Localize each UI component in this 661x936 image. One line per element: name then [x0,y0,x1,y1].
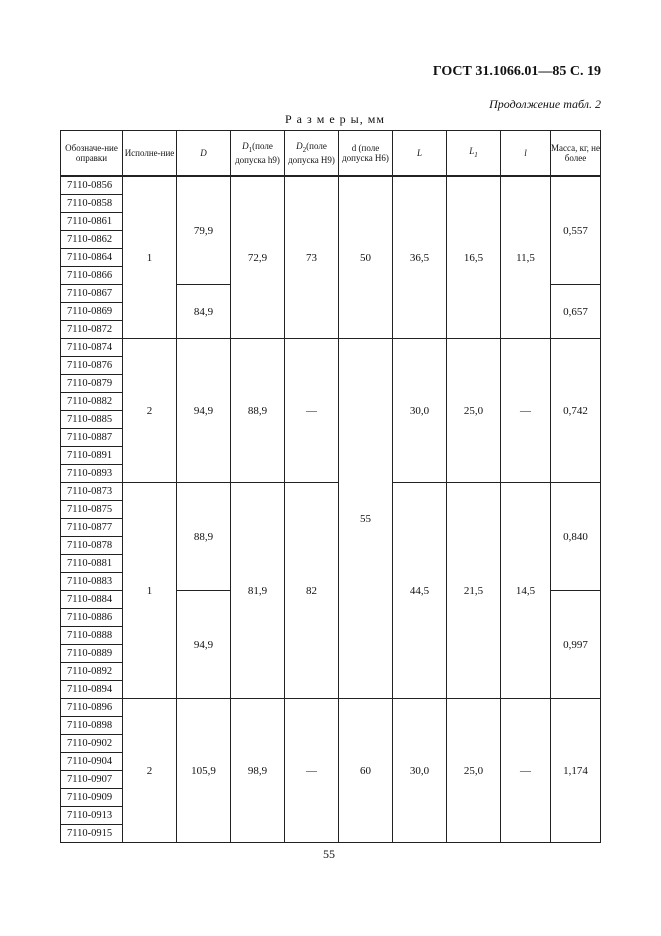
value-cell: 94,9 [177,339,231,483]
designation-cell: 7110-0904 [61,753,123,771]
value-cell: 72,9 [231,177,285,339]
designation-cell: 7110-0892 [61,663,123,681]
designation-cell: 7110-0884 [61,591,123,609]
value-cell: 82 [285,483,339,699]
value-cell: 0,840 [551,483,601,591]
designation-cell: 7110-0876 [61,357,123,375]
designation-cell: 7110-0874 [61,339,123,357]
value-cell: 105,9 [177,699,231,843]
designation-cell: 7110-0879 [61,375,123,393]
value-cell: 88,9 [231,339,285,483]
table-row [61,483,601,501]
designation-cell: 7110-0893 [61,465,123,483]
table-continuation-note: Продолжение табл. 2 [489,97,601,111]
value-cell: 1,174 [551,699,601,843]
value-cell: 11,5 [501,177,551,339]
value-cell: 0,997 [551,591,601,699]
designation-cell: 7110-0891 [61,447,123,465]
units-caption: Р а з м е р ы, мм [285,112,385,126]
designation-cell: 7110-0864 [61,249,123,267]
designation-cell: 7110-0907 [61,771,123,789]
designation-cell: 7110-0887 [61,429,123,447]
value-cell: 25,0 [447,339,501,483]
col-L: L [393,131,447,176]
col-D2: $D_2(поле$ допуска H9) [285,131,339,176]
designation-cell: 7110-0913 [61,807,123,825]
value-cell: 36,5 [393,177,447,339]
value-cell: 79,9 [177,177,231,285]
value-cell: — [285,339,339,483]
col-l: l [501,131,551,176]
value-cell: — [501,339,551,483]
designation-cell: 7110-0898 [61,717,123,735]
designation-cell: 7110-0875 [61,501,123,519]
value-cell: 21,5 [447,483,501,699]
value-cell: 16,5 [447,177,501,339]
value-cell: 50 [339,177,393,339]
designation-cell: 7110-0883 [61,573,123,591]
value-cell: 98,9 [231,699,285,843]
dimensions-table [60,130,601,843]
page-number: 55 [323,847,335,861]
value-cell: — [285,699,339,843]
table-row [61,177,601,195]
designation-cell: 7110-0856 [61,177,123,195]
value-cell: 30,0 [393,339,447,483]
document-header: ГОСТ 31.1066.01—85 С. 19 [432,64,601,79]
value-cell: 0,557 [551,177,601,285]
designation-cell: 7110-0862 [61,231,123,249]
value-cell: 0,657 [551,285,601,339]
value-cell: 84,9 [177,285,231,339]
value-cell: 1 [123,483,177,699]
designation-cell: 7110-0896 [61,699,123,717]
designation-cell: 7110-0869 [61,303,123,321]
value-cell: 73 [285,177,339,339]
col-D1: $D_1(поле$ допуска h9) [231,131,285,176]
value-cell: 94,9 [177,591,231,699]
value-cell: 88,9 [177,483,231,591]
value-cell: 55 [339,339,393,699]
designation-cell: 7110-0858 [61,195,123,213]
col-designation: Обозначе-ние оправки [61,131,123,176]
designation-cell: 7110-0885 [61,411,123,429]
col-L1: $L_1$ [447,131,501,176]
designation-cell: 7110-0861 [61,213,123,231]
col-d: d (поле допуска H6) [339,131,393,176]
value-cell: 1 [123,177,177,339]
designation-cell: 7110-0909 [61,789,123,807]
value-cell: 2 [123,699,177,843]
value-cell: 25,0 [447,699,501,843]
header-row [61,131,601,176]
designation-cell: 7110-0889 [61,645,123,663]
designation-cell: 7110-0915 [61,825,123,843]
designation-cell: 7110-0872 [61,321,123,339]
designation-cell: 7110-0877 [61,519,123,537]
table-row [61,699,601,717]
value-cell: 44,5 [393,483,447,699]
designation-cell: 7110-0881 [61,555,123,573]
value-cell: 81,9 [231,483,285,699]
designation-cell: 7110-0888 [61,627,123,645]
designation-cell: 7110-0867 [61,285,123,303]
value-cell: 30,0 [393,699,447,843]
designation-cell: 7110-0902 [61,735,123,753]
designation-cell: 7110-0894 [61,681,123,699]
table-row [61,339,601,357]
col-version: Исполне-ние [123,131,177,176]
value-cell: 60 [339,699,393,843]
col-D: D [177,131,231,176]
designation-cell: 7110-0878 [61,537,123,555]
designation-cell: 7110-0882 [61,393,123,411]
value-cell: 14,5 [501,483,551,699]
designation-cell: 7110-0873 [61,483,123,501]
designation-cell: 7110-0886 [61,609,123,627]
value-cell: 0,742 [551,339,601,483]
col-mass: Масса, кг, не более [551,131,601,176]
designation-cell: 7110-0866 [61,267,123,285]
value-cell: — [501,699,551,843]
value-cell: 2 [123,339,177,483]
